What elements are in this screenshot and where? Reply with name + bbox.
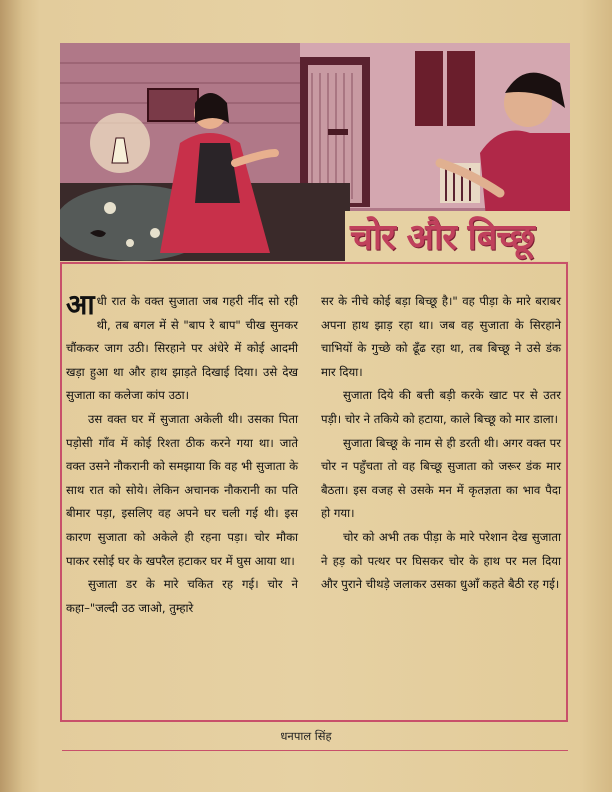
left-column <box>66 290 298 620</box>
page-spine-shadow <box>0 0 22 792</box>
paragraph: सुजाता डर के मारे चकित रह गई। चोर ने कहा–"जल्दी उठ जाओ, तुम्हारे <box>66 577 298 615</box>
paragraph-text: धी रात के वक्त सुजाता जब गहरी नींद सो रही थी, तब बगल में से "बाप रे बाप" चीख सुनकर चौंककर जाग उठी। सिरहाने पर अंधेरे में कोई आदमी खड़ा हुआ था और हाथ झाड़ते दिखाई दिया। उसे देख सुजाता का कलेजा कांप उठा। <box>66 294 298 403</box>
paragraph: सर के नीचे कोई बड़ा बिच्छू है।" वह पीड़ा के मारे बराबर अपना हाथ झाड़ रहा था। जब वह सुजाता के सिरहाने चाभियों के गुच्छे को ढूँढ रहा था, तब बिच्छू ने उसे डंक मार दिया। <box>321 294 561 379</box>
paragraph: सुजाता बिच्छू के नाम से ही डरती थी। अगर वक्त पर चोर न पहुँचता तो वह बिच्छू सुजाता को जरूर डंक मार बैठता। इस वजह से उसके मन में कृतज्ञता का भाव पैदा हो गया। <box>321 435 561 521</box>
paragraph: चोर को अभी तक पीड़ा के मारे परेशान देख सुजाता ने हड़ को पत्थर पर घिसकर चोर के हाथ पर मल दिया और पुराने चीथड़े जलाकर उसका धुआँ कहते बैठी रह गई। <box>321 529 561 592</box>
wall-picture <box>148 89 198 121</box>
paragraph: उस वक्त घर में सुजाता अकेली थी। उसका पिता पड़ोसी गाँव में कोई रिश्ता ठीक करने गया था। जाते वक्त उसने नौकरानी को समझाया कि वह भी सुजाता के साथ रात को सोये। लेकिन अचानक नौकरानी का पति बीमार पड़ा, इसलिए वह अपने घर चली गई थी। इस कारण सुजाता को अकेले ही रहना पड़ा। चोर मौका पाकर रसोई घर के खपरैल हटाकर घर में घुस आया था। <box>66 411 298 568</box>
author-byline: धनपाल सिंह <box>280 729 332 743</box>
drop-cap: आ <box>66 288 95 321</box>
paragraph: सुजाता दिये की बत्ती बड़ी करके खाट पर से उतर पड़ी। चोर ने तकिये को हटाया, काले बिच्छू को मार डाला। <box>321 388 561 426</box>
footer-rule <box>62 750 568 751</box>
story-title: चोर और बिच्छू <box>350 217 534 258</box>
right-column <box>321 290 561 597</box>
paragraph <box>66 290 298 408</box>
